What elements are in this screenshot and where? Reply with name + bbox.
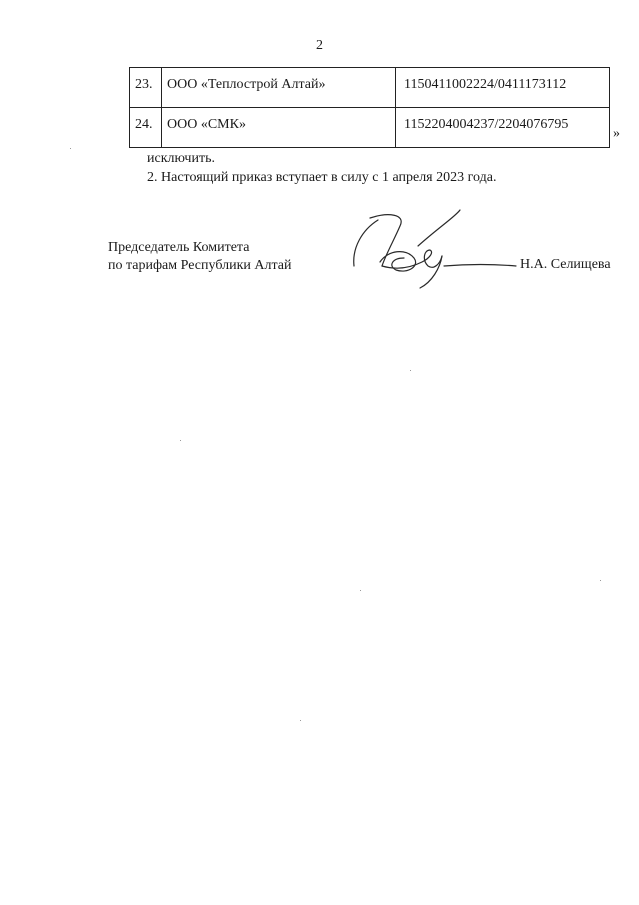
closing-quote: » <box>613 126 620 141</box>
exclude-text: исключить. <box>147 151 215 166</box>
scan-speck <box>70 148 71 149</box>
table-row <box>130 68 610 108</box>
scan-speck <box>410 370 411 371</box>
signatory-title-line-2: по тарифам Республики Алтай <box>108 258 292 273</box>
scan-speck <box>180 440 181 441</box>
signer-name: Н.А. Селищева <box>520 257 611 272</box>
scan-speck <box>300 720 301 721</box>
signatory-title-line-1: Председатель Комитета <box>108 240 250 255</box>
organization-name: ООО «Теплострой Алтай» <box>162 68 396 108</box>
row-number: 23. <box>130 68 162 108</box>
clause-2: 2. Настоящий приказ вступает в силу с 1 апреля 2023 года. <box>147 170 497 185</box>
organizations-table <box>129 67 610 148</box>
signatory-title <box>108 239 291 275</box>
scan-speck <box>600 580 601 581</box>
organization-name: ООО «СМК» <box>162 108 396 148</box>
registration-code: 1150411002224/0411173112 <box>396 68 610 108</box>
page-number: 2 <box>316 38 323 53</box>
table-row <box>130 108 610 148</box>
scan-speck <box>360 590 361 591</box>
row-number: 24. <box>130 108 162 148</box>
handwritten-signature <box>348 208 518 293</box>
registration-code: 1152204004237/2204076795 <box>396 108 610 148</box>
